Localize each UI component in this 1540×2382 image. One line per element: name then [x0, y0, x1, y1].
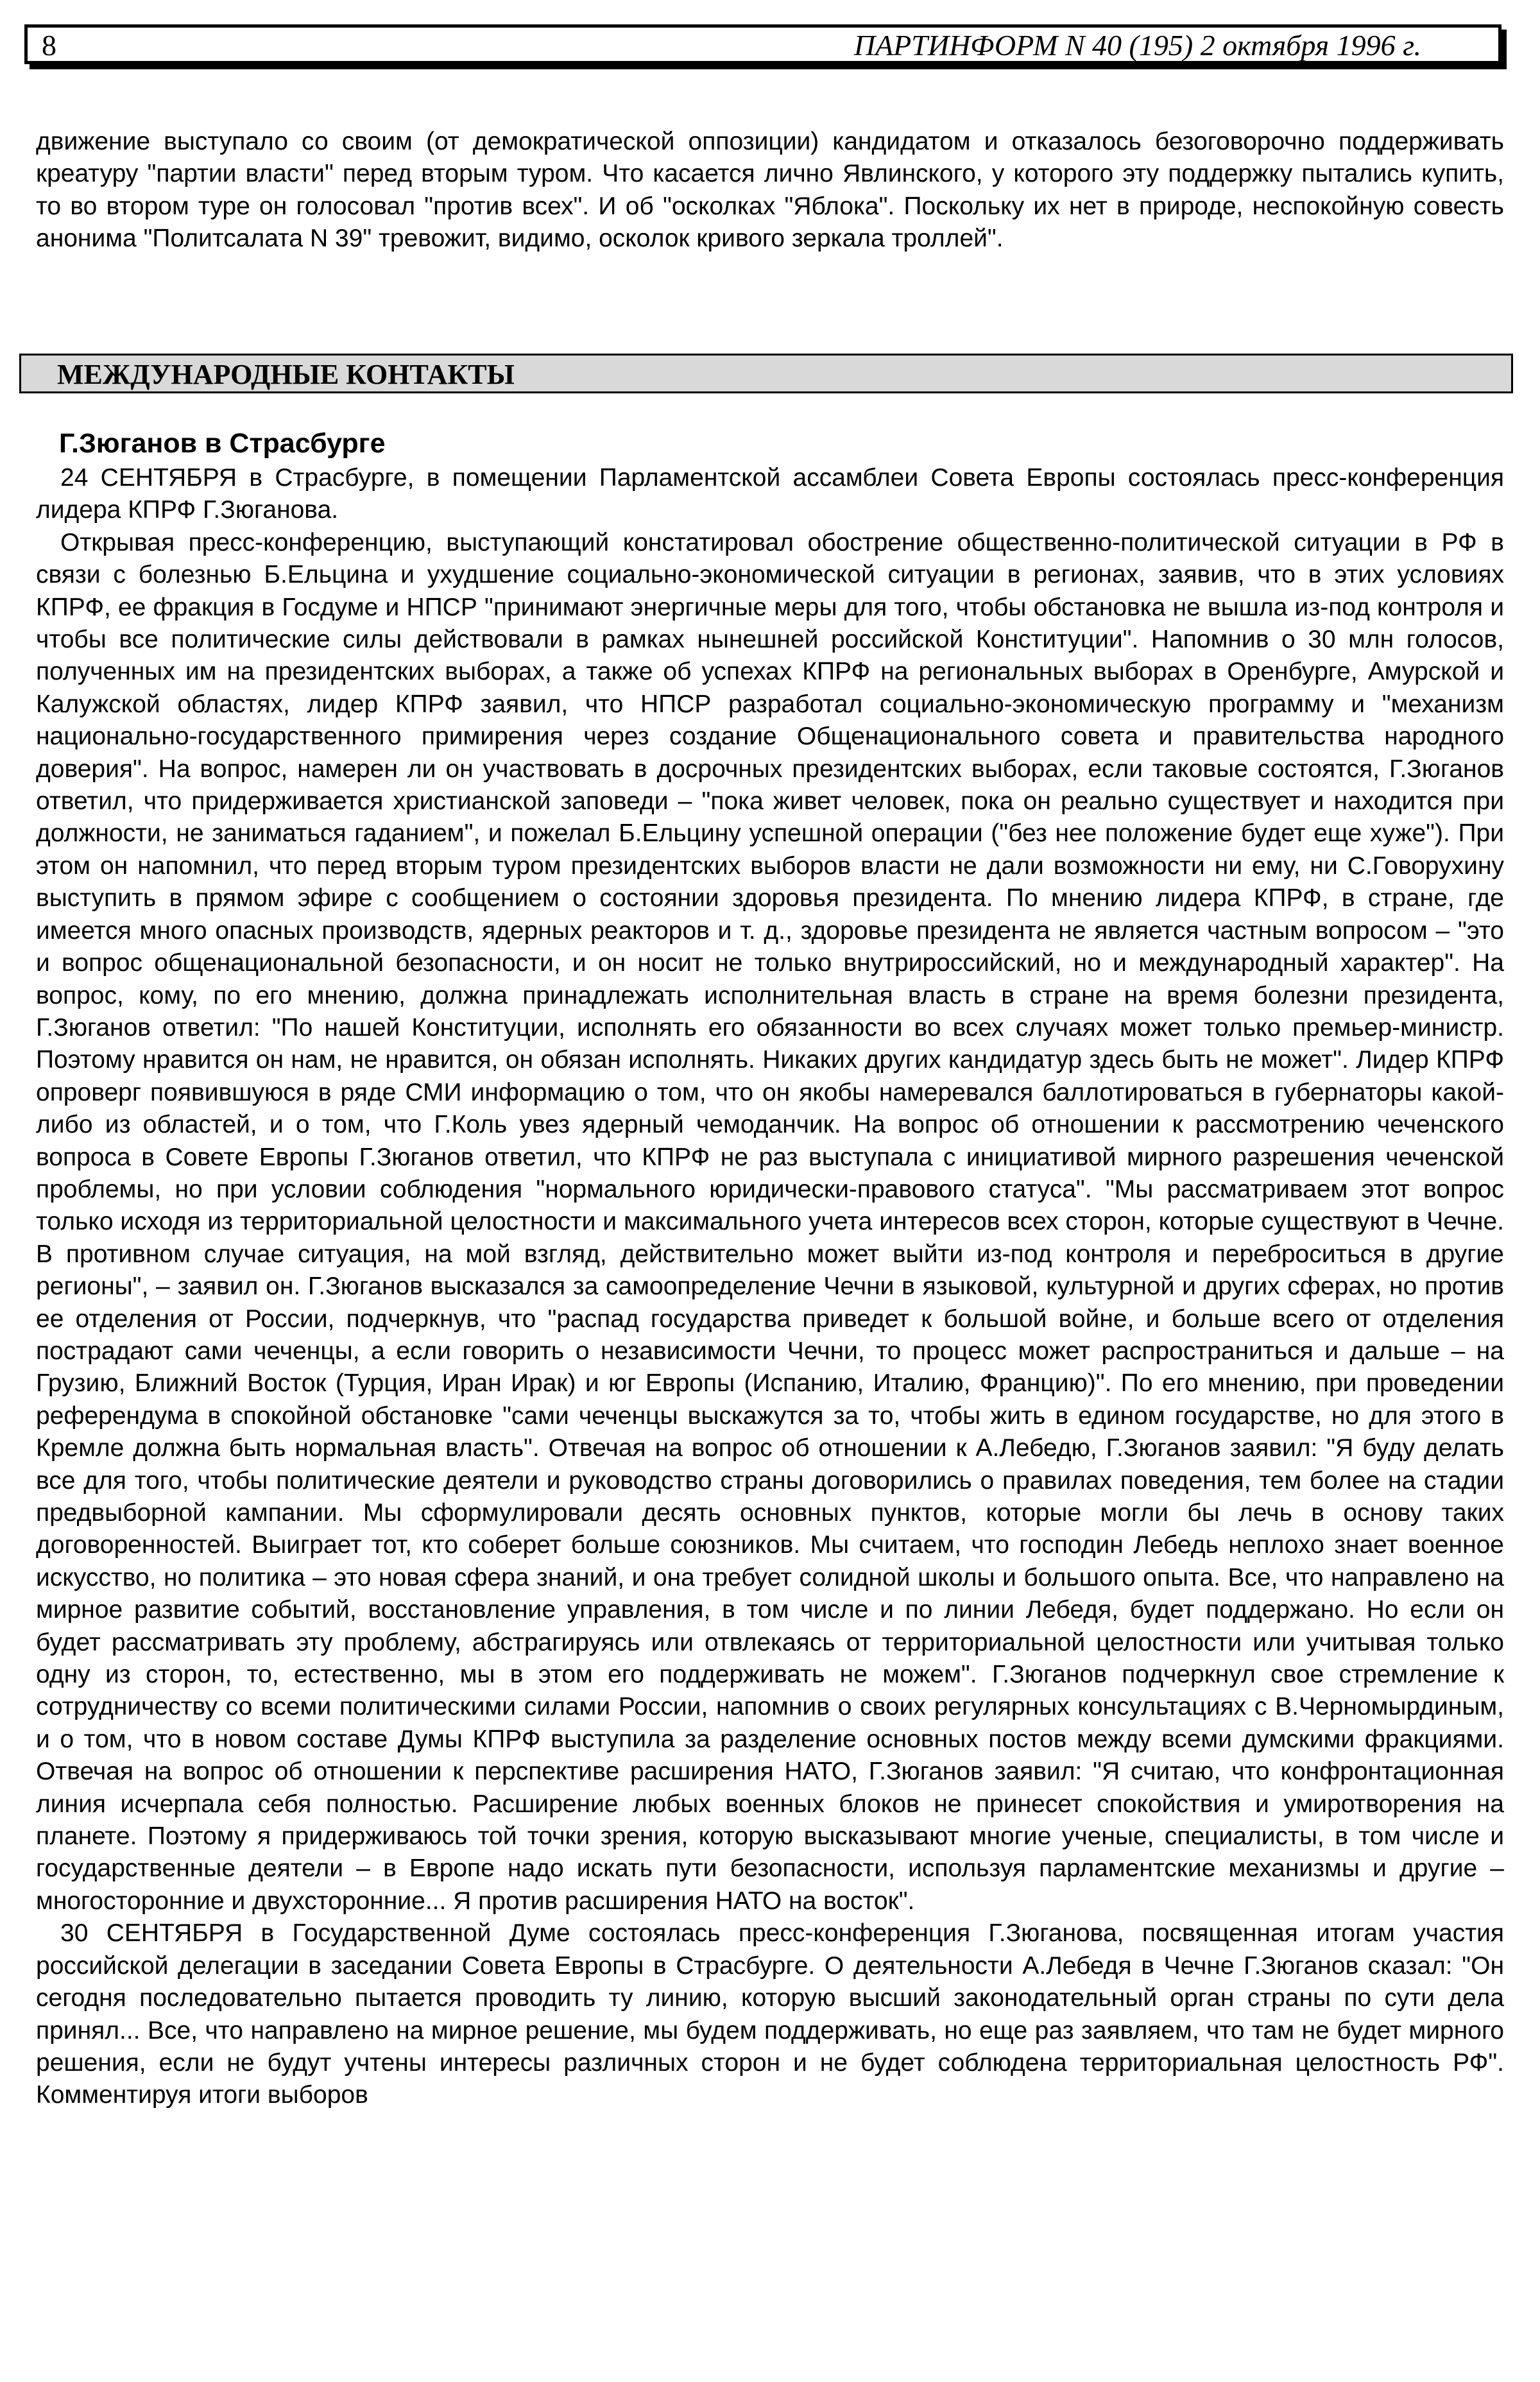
- page-number: 8: [42, 29, 56, 62]
- article-paragraph: 30 СЕНТЯБРЯ в Государственной Думе состоялась пресс-конференция Г.Зюганова, посвященная итогам участия российской делегации в заседании Совета Европы в Страсбурге. О деятельности А.Лебедя в Чечне Г.Зюганов сказал: "Он сегодня последовательно пытается проводить ту линию, которую высший законодательный орган страны по сути дела принял... Все, что направлено на мирное решение, мы будем поддерживать, но еще раз заявляем, что там не будет мирного решения, если не будут учтены интересы различных сторон и не будет соблюдена территориальная целостность РФ". Комментируя итоги выборов: [36, 1919, 1504, 2109]
- article-paragraph: Открывая пресс-конференцию, выступающий констатировал обострение общественно-политической ситуации в РФ в связи с болезнью Б.Ельцина и ухудшение социально-экономической ситуации в регионах, заявив, что в этих условиях КПРФ, ее фракция в Госдуме и НПСР "принимают энергичные меры для того, чтобы обстановка не вышла из-под контроля и чтобы все политические силы действовали в рамках нынешней российской Конституции". Напомнив о 30 млн голосов, полученных им на президентских выборах, а также об успехах КПРФ на региональных выборах в Оренбурге, Амурской и Калужской областях, лидер КПРФ заявил, что НПСР разработал социально-экономическую программу и "механизм национально-государственного примирения через создание Общенационального совета и правительства народного доверия". На вопрос, намерен ли он участвовать в досрочных президентских выборах, если таковые состоятся, Г.Зюганов ответил, что придерживается христианской заповеди – "пока живет человек, пока он реально существует и находится при должности, не заниматься гаданием", и пожелал Б.Ельцину успешной операции ("без нее положение будет еще хуже"). При этом он напомнил, что перед вторым туром президентских выборов власти не дали возможности ни ему, ни С.Говорухину выступить в прямом эфире с сообщением о состоянии здоровья президента. По мнению лидера КПРФ, в стране, где имеется много опасных производств, ядерных реакторов и т. д., здоровье президента не является частным вопросом – "это и вопрос общенациональной безопасности, и он носит не только внутрироссийский, но и международный характер". На вопрос, кому, по его мнению, должна принадлежать исполнительная власть в стране на время болезни президента, Г.Зюганов ответил: "По нашей Конституции, исполнять его обязанности во всех случаях может только премьер-министр. Поэтому нравится он нам, не нравится, он обязан исполнять. Никаких других кандидатур здесь быть не может". Лидер КПРФ опроверг появившуюся в ряде СМИ информацию о том, что он якобы намеревался баллотироваться в губернаторы какой-либо из областей, и о том, что Г.Коль увез ядерный чемоданчик. На вопрос об отношении к рассмотрению чеченского вопроса в Совете Европы Г.Зюганов ответил, что КПРФ не раз выступала с инициативой мирного разрешения чеченской проблемы, но при условии соблюдения "нормального юридически-правового статуса". "Мы рассматриваем этот вопрос только исходя из территориальной целостности и максимального учета интересов всех сторон, которые существуют в Чечне. В противном случае ситуация, на мой взгляд, действительно может выйти из-под контроля и переброситься в другие регионы", – заявил он. Г.Зюганов высказался за самоопределение Чечни в языковой, культурной и других сферах, но против ее отделения от России, подчеркнув, что "распад государства приведет к большой войне, и больше всего от отделения пострадают сами чеченцы, а если говорить о независимости Чечни, то процесс может распространиться и дальше – на Грузию, Ближний Восток (Турция, Иран Ирак) и юг Европы (Испанию, Италию, Францию)". По его мнению, при проведении референдума в спокойной обстановке "сами чеченцы выскажутся за то, чтобы жить в едином государстве, но для этого в Кремле должна быть нормальная власть". Отвечая на вопрос об отношении к А.Лебедю, Г.Зюганов заявил: "Я буду делать все для того, чтобы политические деятели и руководство страны договорились о правилах поведения, тем более на стадии предвыборной кампании. Мы сформулировали десять основных пунктов, которые могли бы лечь в основу таких договоренностей. Выиграет тот, кто соберет больше союзников. Мы считаем, что господин Лебедь неплохо знает военное искусство, но политика – это новая сфера знаний, и она требует солидной школы и большого опыта. Все, что направлено на мирное развитие событий, восстановление управления, в том числе и по линии Лебедя, будет поддержано. Но если он будет рассматривать эту проблему, абстрагируясь или отвлекаясь от территориальной целостности или учитывая только одну из сторон, то, естественно, мы в этом его поддерживать не можем". Г.Зюганов подчеркнул свое стремление к сотрудничеству со всеми политическими силами России, напомнив о своих регулярных консультациях с В.Черномырдиным, и о том, что в новом составе Думы КПРФ выступила за разделение основных постов между всеми думскими фракциями. Отвечая на вопрос об отношении к перспективе расширения НАТО, Г.Зюганов заявил: "Я считаю, что конфронтационная линия исчерпала себя полностью. Расширение любых военных блоков не принесет спокойствия и умиротворения на планете. Поэтому я придерживаюсь той точки зрения, которую высказывают многие ученые, специалисты, в том числе и государственные деятели – в Европе надо искать пути безопасности, используя парламентские механизмы и другие – многосторонние и двухсторонние... Я против расширения НАТО на восток".: [36, 528, 1504, 1915]
- intro-paragraph: движение выступало со своим (от демократической оппозиции) кандидатом и отказалось безоговорочно поддерживать креатуру "партии власти" перед вторым туром. Что касается лично Явлинского, у которого эту поддержку пытались купить, то во втором туре он голосовал "против всех". И об "осколках "Яблока". Поскольку их нет в природе, неспокойную совесть анонима "Политсалата N 39" тревожит, видимо, осколок кривого зеркала троллей".: [36, 128, 1504, 253]
- article-paragraph: 24 СЕНТЯБРЯ в Страсбурге, в помещении Парламентской ассамблеи Совета Европы состоялась пресс-конференция лидера КПРФ Г.Зюганова.: [36, 464, 1504, 524]
- intro-block: [36, 126, 1504, 255]
- article-heading: Г.Зюганов в Страсбурге: [59, 428, 386, 459]
- issue-title: ПАРТИНФОРМ N 40 (195) 2 октября 1996 г.: [853, 29, 1421, 62]
- section-header: [19, 354, 1513, 393]
- page-header: [24, 24, 1502, 64]
- section-title: МЕЖДУНАРОДНЫЕ КОНТАКТЫ: [57, 359, 515, 390]
- article-body: [36, 462, 1504, 2112]
